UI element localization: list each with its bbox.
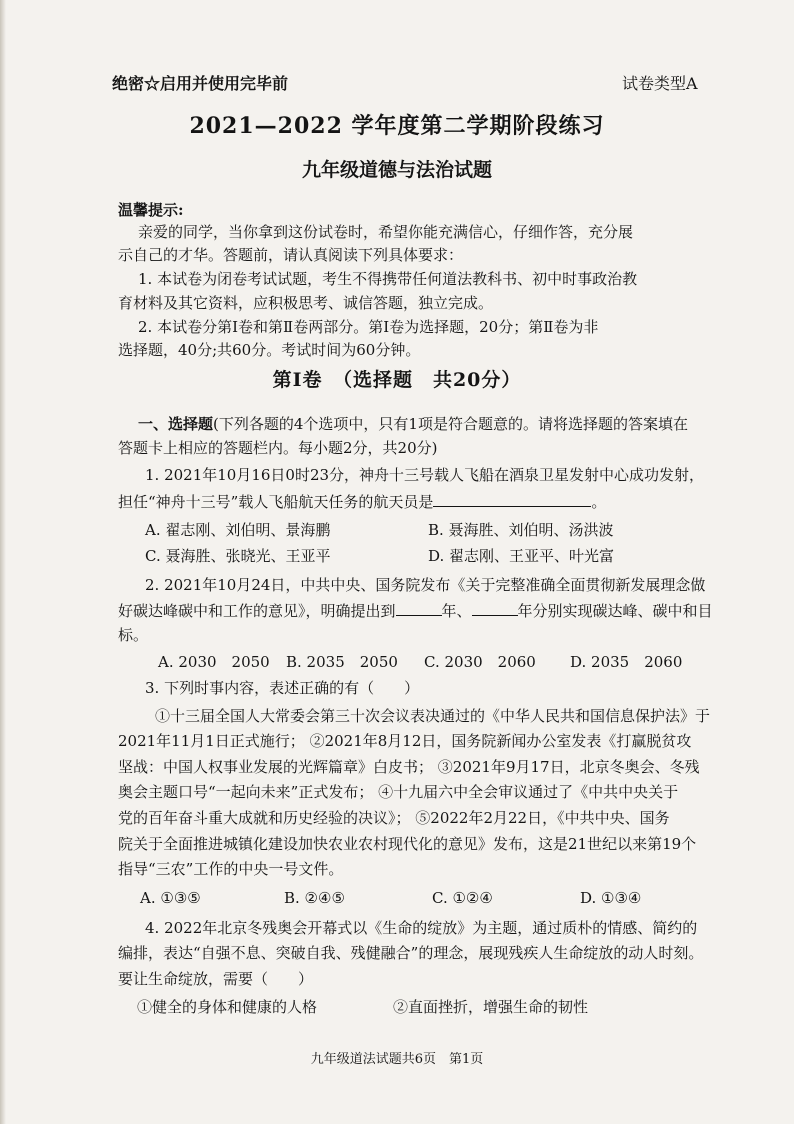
section-heading: 第Ⅰ卷 （选择题 共20分）: [272, 369, 522, 391]
q3-text-line: 院关于全面推进城镇化建设加快农业农村现代化的意见》发布，这是21世纪以来第19个: [118, 835, 697, 853]
q3-text-line: 2021年11月1日正式施行； ②2021年8月12日，国务院新闻办公室发表《打赢脱贫攻: [118, 732, 692, 750]
q1-stem-text: 担任“神舟十三号”载人飞船航天任务的航天员是: [118, 493, 434, 511]
q1-stem-end: 。: [591, 493, 607, 511]
q3-text-line: ①十三届全国人大常委会第三十次会议表决通过的《中华人民共和国信息保护法》于: [155, 707, 711, 725]
q2-blank-2: [472, 601, 518, 616]
q4-item-2: ②直面挫折，增强生命的韧性: [393, 998, 589, 1016]
notice-line: 亲爱的同学，当你拿到这份试卷时，希望你能充满信心，仔细作答，充分展: [138, 223, 634, 241]
notice-line: 育材料及其它资料，应积极思考、诚信答题，独立完成。: [118, 294, 494, 312]
q1-option-a: A. 翟志刚、刘伯明、景海鹏: [145, 521, 331, 539]
q1-stem-line2: [118, 492, 606, 512]
q1-stem: 1. 2021年10月16日0时23分，神舟十三号载人飞船在酒泉卫星发射中心成功发射，: [145, 466, 705, 484]
q3-option-d: D. ①③④: [580, 889, 642, 907]
q3-text-line: 奥会主题口号“一起向未来”正式发布； ④十九届六中全会审议通过了《中共中央关于: [118, 783, 679, 801]
q3-option-b: B. ②④⑤: [284, 889, 345, 907]
q3-option-a: A. ①③⑤: [140, 889, 201, 907]
paper-type-label: 试卷类型A: [622, 74, 698, 93]
q2-blank-1: [396, 601, 442, 616]
notice-line: 示自己的才华。答题前，请认真阅读下列具体要求：: [118, 246, 464, 264]
instructions-bold: 一、选择题: [138, 415, 214, 433]
q4-stem-line: 编排，表达“自强不息、突破自我、残健融合”的理念，展现残疾人生命绽放的动人时刻。: [118, 944, 704, 962]
q2-option-b: B. 2035 2050: [286, 653, 398, 671]
exam-subtitle: 九年级道德与法治试题: [301, 159, 492, 181]
q1-option-c: C. 聂海胜、张晓光、王亚平: [145, 547, 331, 565]
q1-answer-blank: [433, 492, 591, 507]
q2-option-a: A. 2030 2050: [158, 653, 270, 671]
q2-option-c: C. 2030 2060: [424, 653, 536, 671]
page-footer: 九年级道法试题共6页 第1页: [310, 1052, 484, 1067]
q1-option-b: B. 聂海胜、刘伯明、汤洪波: [428, 521, 614, 539]
q3-text-line: 指导“三农”工作的中央一号文件。: [118, 860, 344, 878]
q2-text-c: 年分别实现碳达峰、碳中和目: [517, 602, 713, 620]
q4-item-1: ①健全的身体和健康的人格: [137, 998, 318, 1016]
q1-option-d: D. 翟志刚、王亚平、叶光富: [428, 547, 615, 565]
exam-title: 2021—2022 学年度第二学期阶段练习: [189, 113, 605, 139]
q3-text-line: 坚战：中国人权事业发展的光辉篇章》白皮书； ③2021年9月17日，北京冬奥会、冬残: [118, 758, 700, 776]
q3-option-c: C. ①②④: [432, 889, 493, 907]
q2-stem-line2: [118, 601, 713, 621]
notice-heading: 温馨提示:: [118, 201, 184, 219]
q3-stem: 3. 下列时事内容，表述正确的有（ ）: [145, 679, 420, 697]
instructions-rest: (下列各题的4个选项中，只有1项是符合题意的。请将选择题的答案填在: [213, 415, 688, 433]
notice-line: 1. 本试卷为闭卷考试试题，考生不得携带任何道法教科书、初中时事政治教: [138, 270, 638, 288]
q2-text-b: 年、: [441, 602, 472, 620]
q3-text-line: 党的百年奋斗重大成就和历史经验的决议》； ⑤2022年2月22日，《中共中央、国务: [118, 809, 670, 827]
q4-stem: 4. 2022年北京冬残奥会开幕式以《生命的绽放》为主题，通过质朴的情感、简约的: [145, 919, 698, 937]
q2-text-a: 好碳达峰碳中和工作的意见》，明确提出到: [118, 602, 396, 620]
confidential-label: 绝密☆启用并使用完毕前: [112, 74, 289, 93]
q2-option-d: D. 2035 2060: [570, 653, 683, 671]
instructions-line2: 答题卡上相应的答题栏内。每小题2分，共20分): [118, 439, 438, 457]
notice-line: 2. 本试卷分第Ⅰ卷和第Ⅱ卷两部分。第Ⅰ卷为选择题，20分；第Ⅱ卷为非: [138, 318, 599, 336]
q4-stem-line: 要让生命绽放，需要（ ）: [118, 970, 314, 988]
q2-stem-line3: 标。: [118, 626, 149, 644]
instructions-line1: [138, 414, 688, 434]
notice-line: 选择题，40分;共60分。考试时间为60分钟。: [118, 341, 421, 359]
q2-stem: 2. 2021年10月24日，中共中央、国务院发布《关于完整准确全面贯彻新发展理念做: [145, 576, 706, 594]
